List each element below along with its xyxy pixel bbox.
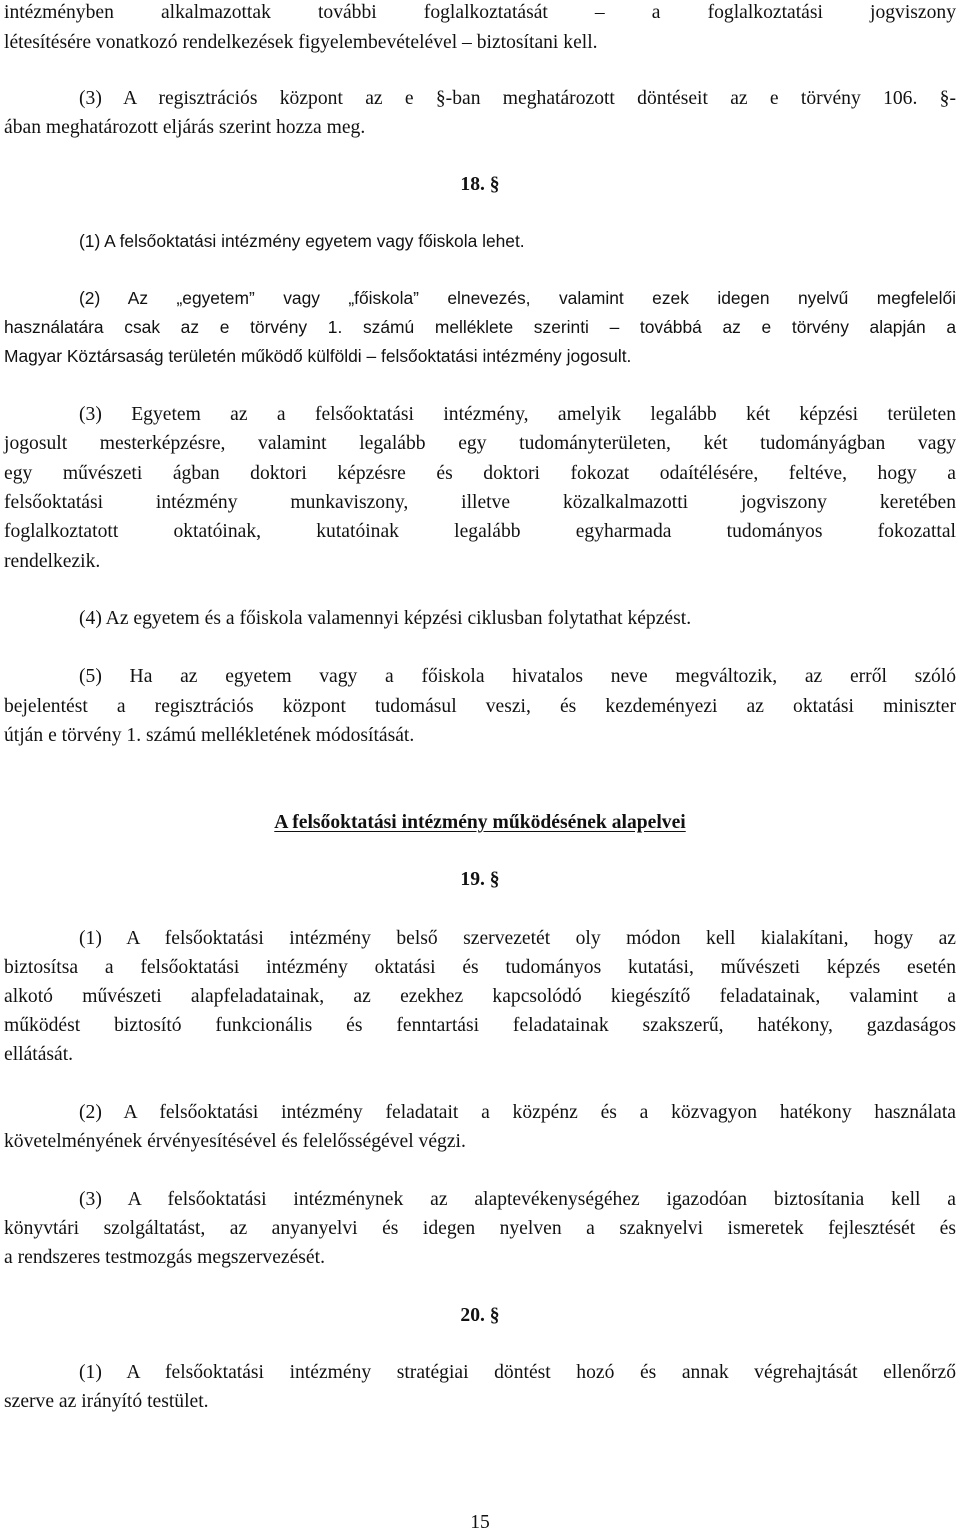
paragraph-line: (1) A felsőoktatási intézmény stratégiai döntést hozó és annak végrehajtását ellenőrző <box>79 1362 956 1383</box>
paragraph-line: (5) Ha az egyetem vagy a főiskola hivatalos neve megváltozik, az erről szóló <box>79 666 956 687</box>
paragraph-line: biztosítsa a felsőoktatási intézmény oktatási és tudományos kutatási, művészeti képzés esetén <box>4 957 956 978</box>
paragraph-line: foglalkoztatott oktatóinak, kutatóinak legalább egyharmada tudományos fokozattal <box>4 521 956 542</box>
page-number: 15 <box>470 1512 490 1533</box>
paragraph-line: útján e törvény 1. számú mellékletének módosítását. <box>4 725 415 746</box>
paragraph-line: (2) A felsőoktatási intézmény feladatait a közpénz és a közvagyon hatékony használata <box>79 1102 956 1123</box>
paragraph-line: könyvtári szolgáltatást, az anyanyelvi és idegen nyelven a szaknyelvi ismeretek fejlesztését és <box>4 1218 956 1239</box>
paragraph-line: (2) Az „egyetem” vagy „főiskola” elnevezés, valamint ezek idegen nyelvű megfelelői <box>79 288 956 308</box>
paragraph-line: ában meghatározott eljárás szerint hozza meg. <box>4 117 366 138</box>
paragraph-line: követelményének érvényesítésével és felelősségével végzi. <box>4 1131 466 1152</box>
paragraph-line: (3) A felsőoktatási intézménynek az alaptevékenységéhez igazodóan biztosítania kell a <box>79 1189 956 1210</box>
section-heading-18: 18. § <box>460 174 500 195</box>
paragraph-line: (4) Az egyetem és a főiskola valamennyi képzési ciklusban folytathat képzést. <box>79 608 692 629</box>
paragraph-line: a rendszeres testmozgás megszervezését. <box>4 1247 325 1268</box>
paragraph-line: alkotó művészeti alapfeladatainak, az ezekhez kapcsolódó kiegészítő feladatainak, valamint a <box>4 986 956 1007</box>
paragraph-line: intézményben alkalmazottak további foglalkoztatását – a foglalkoztatási jogviszony <box>4 2 956 23</box>
paragraph-line: használatára csak az e törvény 1. számú melléklete szerinti – továbbá az e törvény alapján a <box>4 317 956 337</box>
paragraph-line: szerve az irányító testület. <box>4 1391 209 1412</box>
section-heading-19: 19. § <box>460 869 500 890</box>
paragraph-line: (3) Egyetem az a felsőoktatási intézmény, amelyik legalább két képzési területen <box>79 404 956 425</box>
section-heading-20: 20. § <box>460 1305 500 1326</box>
paragraph-line: (1) A felsőoktatási intézmény egyetem vagy főiskola lehet. <box>79 231 525 251</box>
paragraph-line: egy művészeti ágban doktori képzésre és doktori fokozat odaítélésére, feltéve, hogy a <box>4 463 956 484</box>
paragraph-line: létesítésére vonatkozó rendelkezések figyelembevételével – biztosítani kell. <box>4 32 598 53</box>
paragraph-line: ellátását. <box>4 1044 74 1065</box>
paragraph-line: Magyar Köztársaság területén működő külföldi – felsőoktatási intézmény jogosult. <box>4 346 632 366</box>
paragraph-line: (1) A felsőoktatási intézmény belső szervezetét oly módon kell kialakítani, hogy az <box>79 928 956 949</box>
paragraph-line: felsőoktatási intézmény munkaviszony, illetve közalkalmazotti jogviszony keretében <box>4 492 956 513</box>
paragraph-line: bejelentést a regisztrációs központ tudomásul veszi, és kezdeményezi az oktatási miniszter <box>4 696 956 717</box>
paragraph-line: (3) A regisztrációs központ az e §-ban meghatározott döntéseit az e törvény 106. §- <box>79 88 956 109</box>
paragraph-line: jogosult mesterképzésre, valamint legalább egy tudományterületen, két tudományágban vagy <box>4 433 956 454</box>
paragraph-line: rendelkezik. <box>4 551 101 572</box>
chapter-heading: A felsőoktatási intézmény működésének alapelvei <box>274 812 686 833</box>
paragraph-line: működést biztosító funkcionális és fenntartási feladatainak szakszerű, hatékony, gazdaságos <box>4 1015 956 1036</box>
